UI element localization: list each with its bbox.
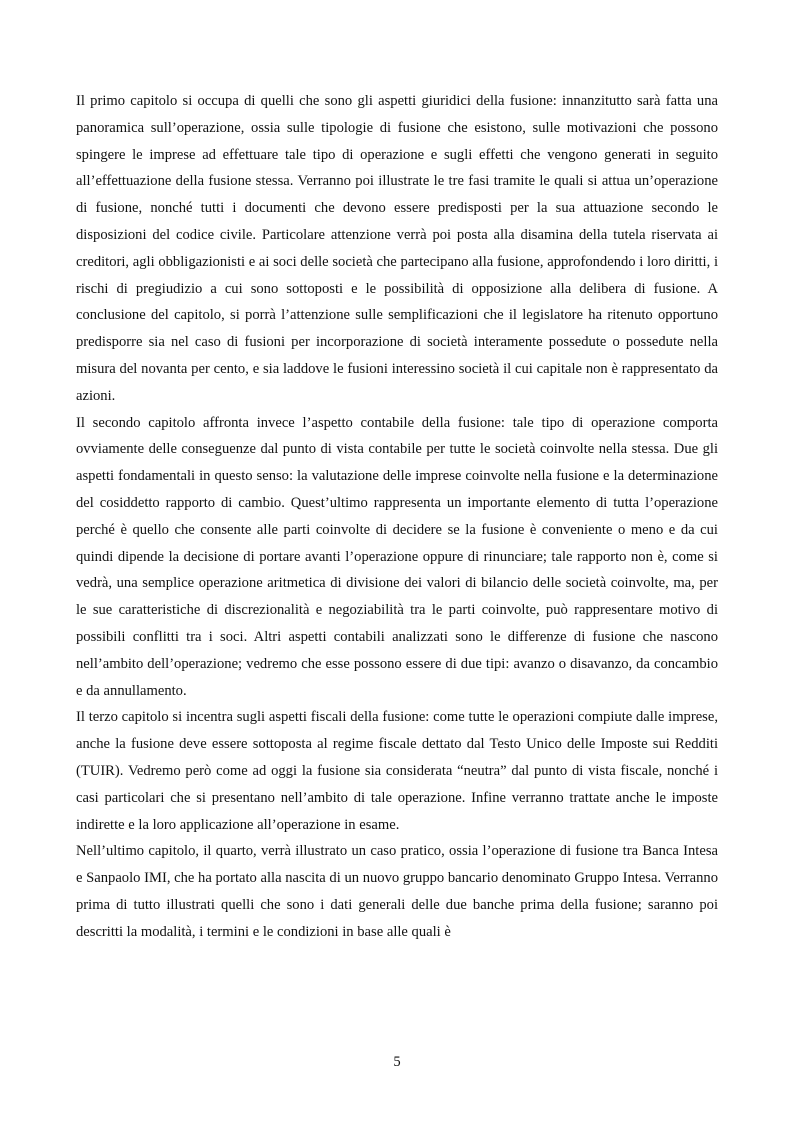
page-number: 5 <box>393 1054 401 1070</box>
paragraph-chapter-two: Il secondo capitolo affronta invece l’aspetto contabile della fusione: tale tipo di operazione comporta ovviamente delle conseguenze dal punto di vista contabile per tutte le società coinvolte nella stessa. Due gli aspetti fondamentali in questo senso: la valutazione delle imprese coinvolte nella fusione e la determinazione del cosiddetto rapporto di cambio. Quest’ultimo rappresenta un importante elemento di tutta l’operazione perché è quello che consente alle parti coinvolte di decidere se la fusione è conveniente o meno e da cui quindi dipende la decisione di portare avanti l’operazione oppure di rinunciare; tale rapporto non è, come si vedrà, una semplice operazione aritmetica di divisione dei valori di bilancio delle società coinvolte, ma, per le sue caratteristiche di discrezionalità e negoziabilità tra le parti coinvolte, può rappresentare motivo di possibili conflitti tra i soci. Altri aspetti contabili analizzati sono le differenze di fusione che nascono nell’ambito dell’operazione; vedremo che esse possono essere di due tipi: avanzo o disavanzo, da concambio e da annullamento. <box>76 414 718 699</box>
body-text <box>76 88 718 946</box>
paragraph-chapter-four: Nell’ultimo capitolo, il quarto, verrà illustrato un caso pratico, ossia l’operazione di fusione tra Banca Intesa e Sanpaolo IMI, che ha portato alla nascita di un nuovo gruppo bancario denominato Gruppo Intesa. Verranno prima di tutto illustrati quelli che sono i dati generali delle due banche prima della fusione; saranno poi descritti la modalità, i termini e le condizioni in base alle quali è <box>76 843 718 940</box>
paragraph-chapter-one: Il primo capitolo si occupa di quelli che sono gli aspetti giuridici della fusione: innanzitutto sarà fatta una panoramica sull’operazione, ossia sulle tipologie di fusione che esistono, sulle motivazioni che possono spingere le imprese ad effettuare tale tipo di operazione e sugli effetti che vengono generati in seguito all’effettuazione della fusione stessa. Verranno poi illustrate le tre fasi tramite le quali si attua un’operazione di fusione, nonché tutti i documenti che devono essere predisposti per la sua attuazione secondo le disposizioni del codice civile. Particolare attenzione verrà poi posta alla disamina della tutela riservata ai creditori, agli obbligazionisti e ai soci delle società che partecipano alla fusione, approfondendo i loro diritti, i rischi di pregiudizio a cui sono sottoposti e le possibilità di opposizione alla delibera di fusione. A conclusione del capitolo, si porrà l’attenzione sulle semplificazioni che il legislatore ha ritenuto opportuno predisporre sia nel caso di fusioni per incorporazione di società interamente possedute o possedute nella misura del novanta per cento, e sia laddove le fusioni interessino società il cui capitale non è rappresentato da azioni. <box>76 93 718 404</box>
paragraph-chapter-three: Il terzo capitolo si incentra sugli aspetti fiscali della fusione: come tutte le operazioni compiute dalle imprese, anche la fusione deve essere sottoposta al regime fiscale dettato dal Testo Unico delle Imposte sui Redditi (TUIR). Vedremo però come ad oggi la fusione sia considerata “neutra” dal punto di vista fiscale, nonché i casi particolari che si presentano nell’ambito di tale operazione. Infine verranno trattate anche le imposte indirette e la loro applicazione all’operazione in esame. <box>76 709 718 833</box>
